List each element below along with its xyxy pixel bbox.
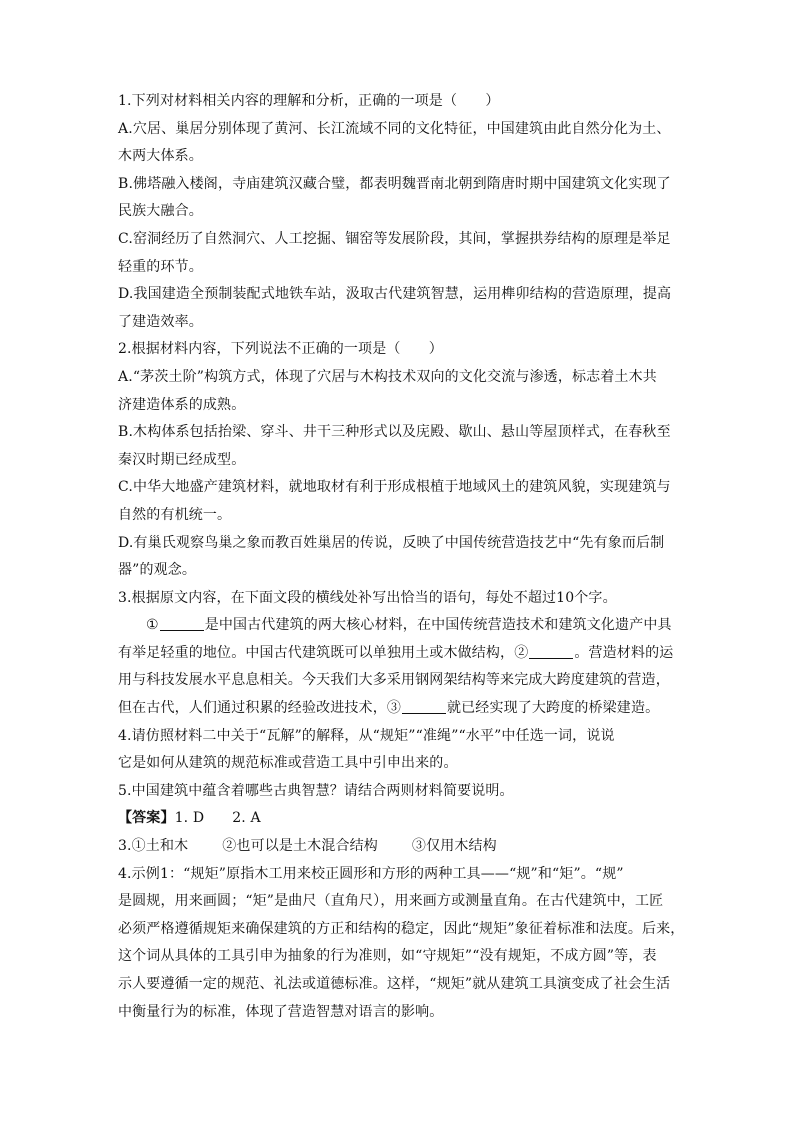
question-4-line-2: 它是如何从建筑的规范标准或营造工具中引申出来的。 [118,755,458,772]
answer-4-line-4: 这个词从具体的工具引申为抽象的行为准则，如“守规矩”“没有规矩，不成方圆”等，表 [118,948,657,965]
answer-label: 【答案】 [118,810,175,827]
question-5-stem: 5.中国建筑中蕴含着哪些古典智慧？请结合两则材料简要说明。 [118,782,514,799]
answer-3-blank-2: ②也可以是土木混合结构 [222,838,378,855]
q3-passage-text-2: 有举足轻重的地位。中国古代建筑既可以单独用土或木做结构，② [118,644,529,661]
fill-blank-3 [402,699,446,714]
answer-4-line-2: 是圆规，用来画圆；“矩”是曲尺（直角尺），用来画方或测量直角。在古代建筑中，工匠 [118,893,664,910]
answer-4-line-6: 中衡量行为的标准，体现了营造智慧对语言的影响。 [118,1003,444,1020]
question-4-line-1: 4.请仿照材料二中关于“瓦解”的解释，从“规矩”“准绳”“水平”中任选一词，说说 [118,727,615,744]
q1-option-b-line-1: B.佛塔融入楼阁，寺庙建筑汉藏合璧，都表明魏晋南北朝到隋唐时期中国建筑文化实现了 [118,175,671,192]
q2-option-c-line-1: C.中华大地盛产建筑材料，就地取材有利于形成根植于地域风土的建筑风貌，实现建筑与 [118,479,671,496]
q2-option-d-line-2: 器”的观念。 [118,562,197,579]
q1-option-c-line-1: C.窑洞经历了自然洞穴、人工挖掘、锢窑等发展阶段，其间，掌握拱券结构的原理是举足 [118,230,671,247]
question-1-stem: 1.下列对材料相关内容的理解和分析，正确的一项是（ ） [118,93,500,109]
blank-marker-1: ① [146,617,159,634]
answer-4-line-3: 必须严格遵循规矩来确保建筑的方正和结构的稳定，因此“规矩”象征着标准和法度。后来， [118,920,685,937]
q3-passage-line-2 [118,640,678,668]
fill-blank-2 [529,644,573,659]
question-3-stem: 3.根据原文内容，在下面文段的横线处补写出恰当的语句，每处不超过10个字。 [118,589,617,606]
answer-2: 2. A [232,810,261,827]
q3-passage-line-1 [118,612,678,640]
q3-passage-text-4: 但在古代，人们通过积累的经验改进技术，③ [118,700,401,717]
q2-option-b-line-1: B.木构体系包括抬梁、穿斗、井干三种形式以及庑殿、歇山、悬山等屋顶样式，在春秋至 [118,424,671,441]
q3-passage-line-4 [118,695,678,723]
q2-option-a-line-1: A.“茅茨土阶”构筑方式，体现了穴居与木构技术双向的文化交流与渗透，标志着土木共 [118,368,657,385]
q1-option-a-line-1: A.穴居、巢居分别体现了黄河、长江流域不同的文化特征，中国建筑由此自然分化为土、 [118,120,671,137]
q1-option-b-line-2: 民族大融合。 [118,203,203,220]
answer-row-1 [118,805,678,833]
q3-passage-line-3: 用与科技发展水平息息相关。今天我们大多采用钢网架结构等来完成大跨度建筑的营造， [118,672,670,689]
answer-3-blank-1: 3.①土和木 [118,838,189,855]
answer-3-blank-3: ③仅用木结构 [411,838,497,855]
answer-row-3 [118,833,678,861]
answer-4-line-1: 4.示例1：“规矩”原指木工用来校正圆形和方形的两种工具——“规”和“矩”。“规” [118,865,624,882]
answer-4-line-5: 示人要遵循一定的规范、礼法或道德标准。这样，“规矩”就从建筑工具演变成了社会生活 [118,976,671,992]
q1-option-d-line-1: D.我国建造全预制装配式地铁车站，汲取古代建筑智慧，运用榫卯结构的营造原理，提高 [118,286,672,303]
answer-1: 1. D [174,810,205,827]
q2-option-c-line-2: 自然的有机统一。 [118,506,232,523]
q3-passage-text-2b: 。营造材料的运 [574,644,674,661]
q1-option-a-line-2: 木两大体系。 [118,148,203,165]
question-2-stem: 2.根据材料内容，下列说法不正确的一项是（ ） [118,341,443,358]
q3-passage-text-1: 是中国古代建筑的两大核心材料，在中国传统营造技术和建筑文化遗产中具 [204,617,672,634]
q1-option-c-line-2: 轻重的环节。 [118,258,203,275]
fill-blank-1 [160,616,204,631]
q2-option-a-line-2: 济建造体系的成熟。 [118,396,246,413]
q2-option-b-line-2: 秦汉时期已经成型。 [118,451,246,468]
q2-option-d-line-1: D.有巢氏观察鸟巢之象而教百姓巢居的传说，反映了中国传统营造技艺中“先有象而后制 [118,534,665,551]
document-page [118,88,685,1026]
q1-option-d-line-2: 了建造效率。 [118,313,203,330]
q3-passage-text-4b: 就已经实现了大跨度的桥梁建造。 [447,700,660,717]
